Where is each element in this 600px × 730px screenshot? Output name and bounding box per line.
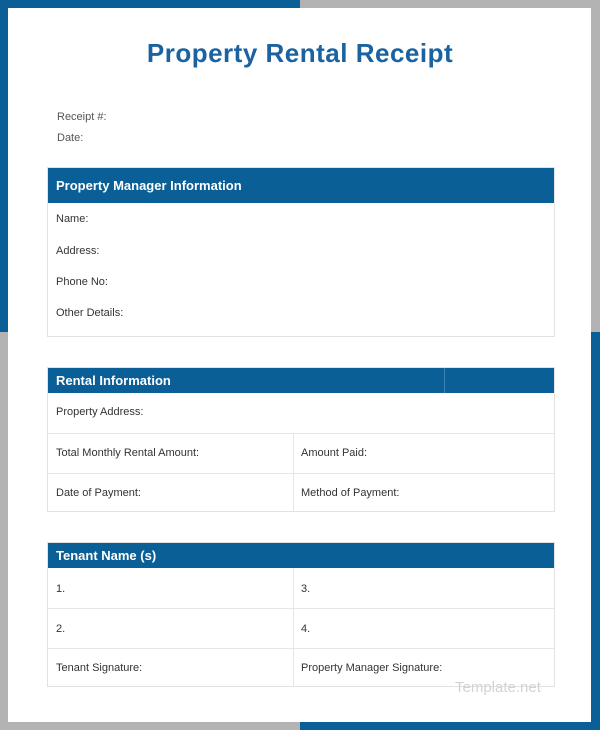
rental-heading-text: Rental Information	[56, 373, 171, 388]
row-divider	[48, 473, 554, 474]
watermark-logo: Template.net	[455, 679, 541, 696]
tenant-4-label: 4.	[301, 623, 311, 635]
tenant-2-label: 2.	[56, 623, 66, 635]
tenant-section-heading: Tenant Name (s)	[48, 543, 554, 568]
manager-section-heading: Property Manager Information	[48, 168, 554, 203]
row-divider	[48, 608, 554, 609]
manager-section	[47, 167, 555, 337]
heading-divider	[444, 368, 445, 393]
rental-section	[47, 367, 555, 512]
manager-other-details-label: Other Details:	[56, 307, 124, 319]
tenant-3-label: 3.	[301, 583, 311, 595]
manager-signature-label: Property Manager Signature:	[301, 662, 443, 674]
amount-paid-label: Amount Paid:	[301, 447, 368, 459]
date-label: Date:	[57, 132, 84, 144]
row-divider	[48, 648, 554, 649]
manager-phone-label: Phone No:	[56, 276, 108, 288]
receipt-number-label: Receipt #:	[57, 111, 107, 123]
date-of-payment-label: Date of Payment:	[56, 487, 141, 499]
method-of-payment-label: Method of Payment:	[301, 487, 400, 499]
manager-address-label: Address:	[56, 245, 100, 257]
row-divider	[48, 433, 554, 434]
tenant-1-label: 1.	[56, 583, 66, 595]
tenant-signature-label: Tenant Signature:	[56, 662, 143, 674]
property-address-label: Property Address:	[56, 406, 144, 418]
total-rent-label: Total Monthly Rental Amount:	[56, 447, 200, 459]
manager-name-label: Name:	[56, 213, 89, 225]
column-divider	[293, 433, 294, 512]
column-divider	[293, 568, 294, 687]
page-title: Property Rental Receipt	[146, 38, 454, 68]
tenant-section	[47, 542, 555, 687]
rental-section-heading	[48, 368, 554, 393]
